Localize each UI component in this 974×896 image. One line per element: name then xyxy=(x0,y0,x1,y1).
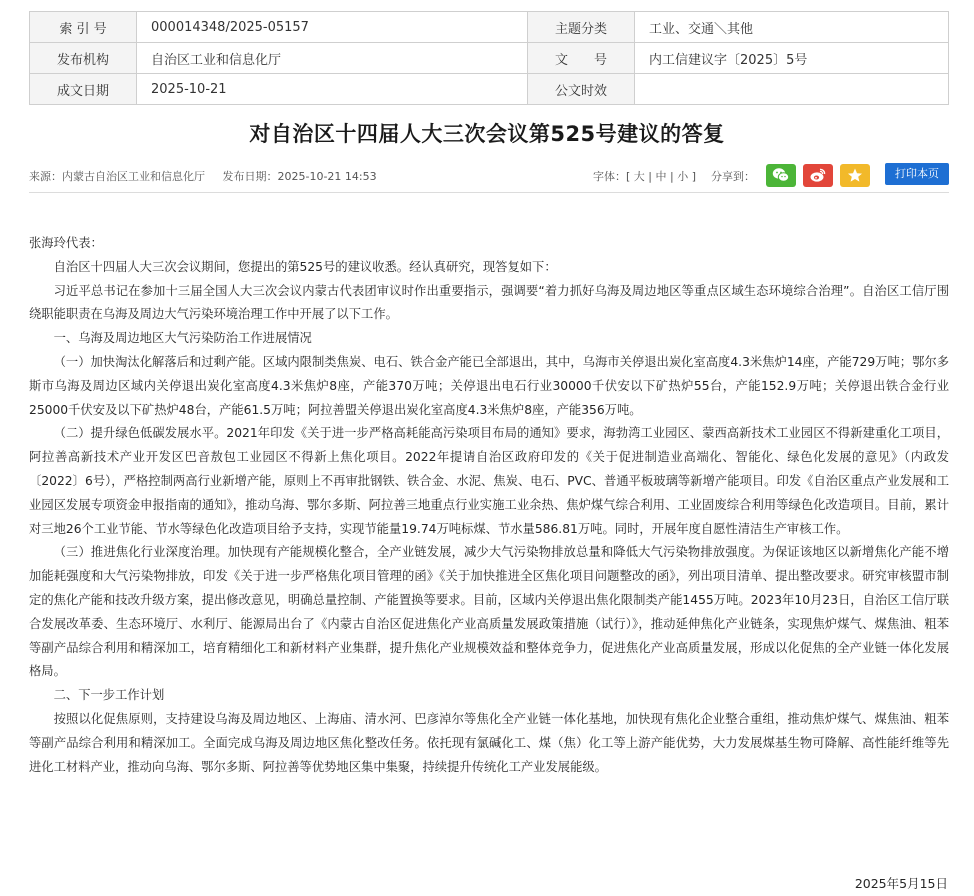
weibo-icon xyxy=(809,167,827,183)
source-text: 来源：内蒙古自治区工业和信息化厅 xyxy=(29,170,205,183)
index-number-label: 索 引 号 xyxy=(30,12,137,43)
share-label: 分享到： xyxy=(711,170,755,183)
doc-number-label: 文 号 xyxy=(528,43,635,74)
font-size-switcher xyxy=(593,168,696,184)
validity-label: 公文时效 xyxy=(528,74,635,105)
paragraph: （一）加快淘汰化解落后和过剩产能。区域内限制类焦炭、电石、铁合金产能已全部退出，其中，乌海市关停退出炭化室高度4.3米焦炉14座，产能729万吨；鄂尔多斯市乌海及周边区域内关停退出炭化室高度4.3米焦炉8座，产能370万吨；关停退出电石行业30000千伏安以下矿热炉55台，产能152.9万吨；关停退出铁合金行业25000千伏安及以下矿热炉48台，产能61.5万吨；阿拉善盟关停退出炭化室高度4.3米焦炉8座，产能356万吨。 xyxy=(29,354,949,417)
paragraph: 按照以化促焦原则，支持建设乌海及周边地区、上海庙、清水河、巴彦淖尔等焦化全产业链一体化基地，加快现有焦化企业整合重组，推动焦炉煤气、煤焦油、粗苯等副产品综合利用和精深加工。全面完成乌海及周边地区焦化整改任务。依托现有氯碱化工、煤（焦）化工等上游产能优势，大力发展煤基生物可降解、高性能纤维等先进化工材料产业，推动向乌海、鄂尔多斯、阿拉善等优势地区集中集聚，持续提升传统化工产业发展能级。 xyxy=(29,711,949,774)
validity-value xyxy=(635,74,949,105)
article-info-bar xyxy=(29,160,949,193)
star-icon xyxy=(846,167,864,183)
doc-number-value: 内工信建议字〔2025〕5号 xyxy=(635,43,949,74)
publish-date: 发布日期：2025-10-21 14:53 xyxy=(222,170,377,183)
paragraph: （三）推进焦化行业深度治理。加快现有产能规模化整合，全产业链发展，减少大气污染物排放总量和降低大气污染物排放强度。为保证该地区以新增焦化产能不增加能耗强度和大气污染物排放，印发《关于进一步严格焦化项目管理的函》《关于加快推进全区焦化项目问题整改的函》，列出项目清单、提出整改要求。研究审核盟市制定的焦化产能和技改升级方案，提出修改意见，明确总量控制、产能置换等要求。目前，区域内关停退出焦化限制类产能1455万吨。2023年10月23日，自治区工信厅联合发展改革委、生态环境厅、水利厅、能源局出台了《内蒙古自治区促进焦化产业高质量发展政策措施（试行）》，推动延伸焦化产业链条，实现焦炉煤气、煤焦油、粗苯等副产品综合利用和精深加工，培育精细化工和新材料产业集群，提升焦化产业规模效益和整体竞争力，促进焦化产业高质量发展，形成以化促焦的全产业链一体化发展格局。 xyxy=(29,545,949,679)
paragraph: （二）提升绿色低碳发展水平。2021年印发《关于进一步严格高耗能高污染项目布局的通知》要求，海勃湾工业园区、蒙西高新技术工业园区不得新建重化工项目，阿拉善高新技术产业开发区巴音敖包工业园区不得新上焦化项目。2022年提请自治区政府印发的《关于促进制造业高端化、智能化、绿色化发展的意见》（内政发〔2022〕6号），严格控制两高行业新增产能，原则上不再审批钢铁、铁合金、水泥、焦炭、电石、PVC、普通平板玻璃等新增产能项目。印发《自治区重点产业发展和工业园区发展专项资金申报指南的通知》，推动乌海、鄂尔多斯、阿拉善三地重点行业实施工业余热、焦炉煤气综合利用、工业固废综合利用等绿色化改造项目。目前，累计对三地26个工业节能、节水等绿色化改造项目给予支持，实现节能量19.74万吨标煤、节水量586.81万吨。同时，开展年度自愿性清洁生产审核工作。 xyxy=(29,426,949,536)
print-button[interactable]: 打印本页 xyxy=(885,163,949,185)
font-size-small[interactable]: 小 xyxy=(677,170,689,183)
wechat-icon xyxy=(772,167,790,183)
reply-date: 2025年5月15日 xyxy=(854,876,948,891)
font-size-large[interactable]: 大 xyxy=(633,170,645,183)
created-date-value: 2025-10-21 xyxy=(137,74,528,105)
section-heading: 一、乌海及周边地区大气污染防治工作进展情况 xyxy=(53,331,312,346)
paragraph: 习近平总书记在参加十三届全国人大三次会议内蒙古代表团审议时作出重要指示，强调要“着力抓好乌海及周边地区等重点区域生态环境综合治理”。自治区工信厅围绕职能职责在乌海及周边大气污染环境治理工作中开展了以下工作。 xyxy=(29,283,949,322)
topic-value: 工业、交通＼其他 xyxy=(635,12,949,43)
topic-label: 主题分类 xyxy=(528,12,635,43)
index-number-value: 000014348/2025-05157 xyxy=(137,12,528,43)
document-meta-table xyxy=(29,11,949,105)
font-size-separator: | xyxy=(648,170,653,183)
paragraph: 自治区十四届人大三次会议期间，您提出的第525号的建议收悉。经认真研究，现答复如下： xyxy=(53,259,557,274)
share-favorite-button[interactable] xyxy=(840,164,870,187)
section-heading: 二、下一步工作计划 xyxy=(53,688,165,703)
font-size-prefix: 字体：[ xyxy=(593,170,631,183)
share-weibo-button[interactable] xyxy=(803,164,833,187)
font-size-separator: | xyxy=(670,170,674,183)
salutation: 张海玲代表： xyxy=(29,236,103,250)
share-wechat-button[interactable] xyxy=(766,164,796,187)
issuing-org-label: 发布机构 xyxy=(30,43,137,74)
page-title: 对自治区十四届人大三次会议第525号建议的答复 xyxy=(249,122,725,146)
issuing-org-value: 自治区工业和信息化厅 xyxy=(137,43,528,74)
created-date-label: 成文日期 xyxy=(30,74,137,105)
article-body xyxy=(29,232,949,779)
font-size-suffix: ] xyxy=(691,170,697,183)
font-size-medium[interactable]: 中 xyxy=(655,170,667,183)
source-info xyxy=(29,168,391,184)
